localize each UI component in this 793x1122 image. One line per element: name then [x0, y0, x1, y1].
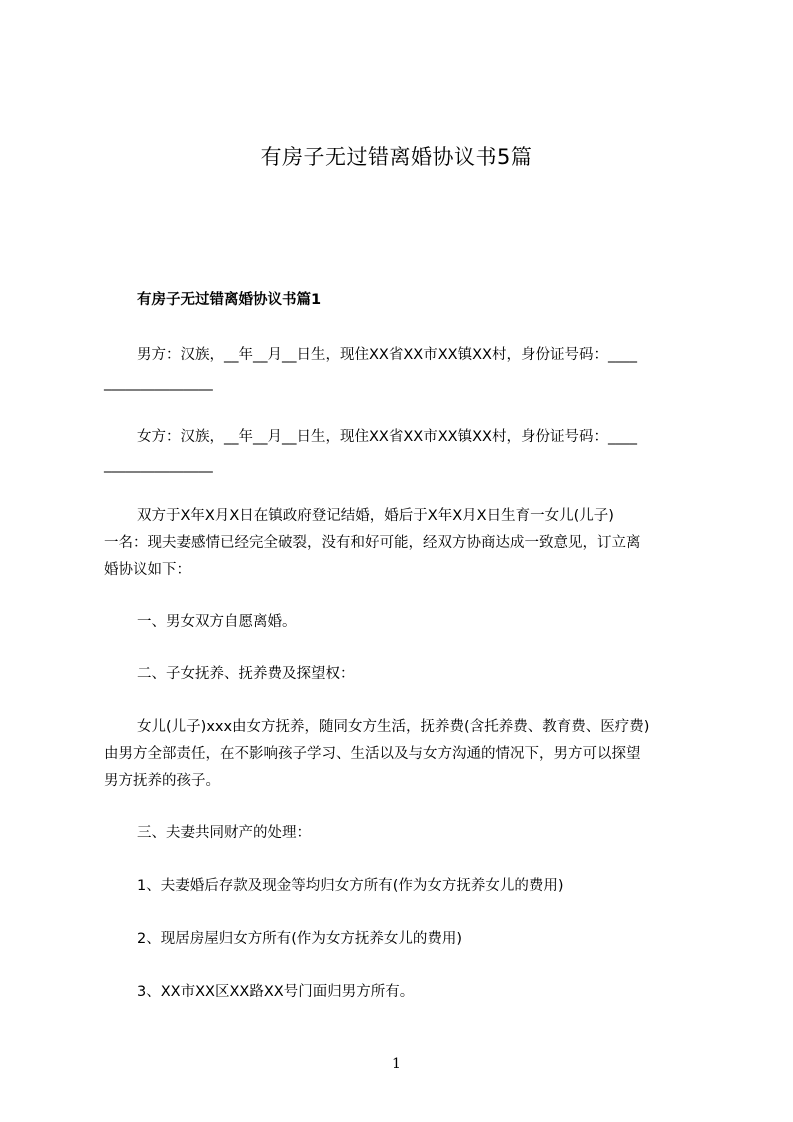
section-heading: 有房子无过错离婚协议书篇1 [137, 292, 322, 308]
child-custody-line-2: 由男方全部责任，在不影响孩子学习、生活以及与女方沟通的情况下，男方可以探望 [104, 746, 641, 762]
intro-line-1: 双方于X年X月X日在镇政府登记结婚，婚后于X年X月X日生育一女儿(儿子) [137, 508, 614, 524]
document-title: 有房子无过错离婚协议书5篇 [260, 145, 533, 169]
page-number: 1 [392, 1056, 401, 1072]
property-item-1: 1、夫妻婚后存款及现金等均归女方所有(作为女方抚养女儿的费用) [137, 878, 564, 894]
woman-info-line-2: _______________ [104, 457, 213, 473]
man-info-line-2: _______________ [104, 375, 213, 391]
property-item-3: 3、XX市XX区XX路XX号门面归男方所有。 [137, 984, 415, 1000]
child-custody-line-1: 女儿(儿子)xxx由女方抚养，随同女方生活，抚养费(含托养费、教育费、医疗费) [137, 719, 650, 735]
intro-line-2: 一名：现夫妻感情已经完全破裂，没有和好可能，经双方协商达成一致意见，订立离 [104, 535, 641, 551]
clause-2: 二、子女抚养、抚养费及探望权： [137, 666, 355, 682]
property-item-2: 2、现居房屋归女方所有(作为女方抚养女儿的费用) [137, 931, 463, 947]
child-custody-line-3: 男方抚养的孩子。 [104, 773, 220, 789]
clause-3: 三、夫妻共同财产的处理： [137, 825, 311, 841]
man-info-line-1: 男方：汉族，__年__月__日生，现住XX省XX市XX镇XX村，身份证号码：____ [137, 347, 637, 363]
woman-info-line-1: 女方：汉族，__年__月__日生，现住XX省XX市XX镇XX村，身份证号码：____ [137, 429, 637, 445]
intro-line-3: 婚协议如下： [104, 562, 191, 578]
clause-1: 一、男女双方自愿离婚。 [137, 614, 297, 630]
